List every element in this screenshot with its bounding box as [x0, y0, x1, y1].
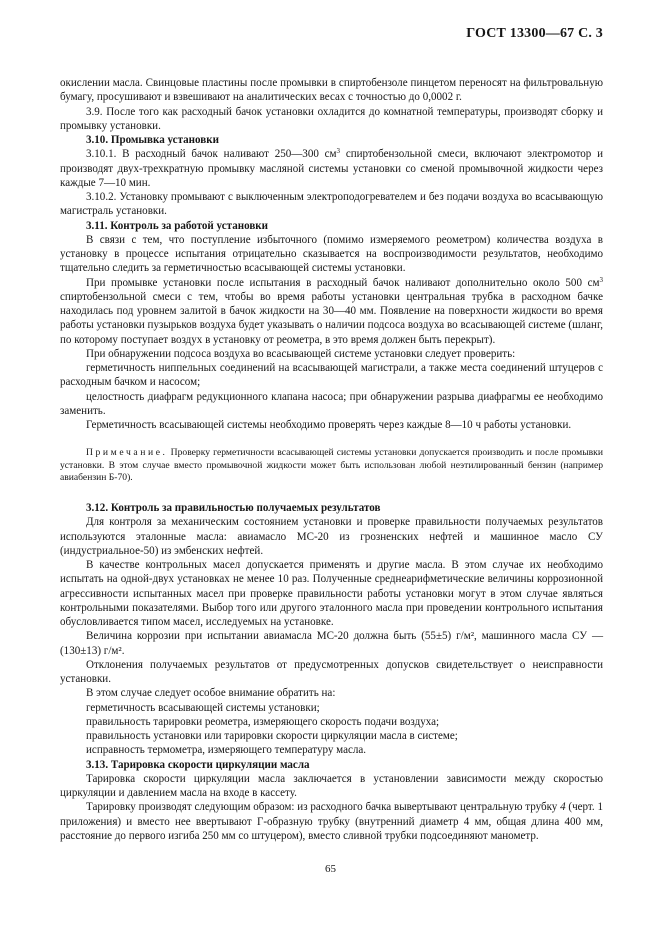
note — [60, 447, 603, 485]
paragraph: Тарировка скорости циркуляции масла заключается в установлении зависимости между скоростью циркуляции и давлением масла на входе в кассету. — [60, 772, 603, 800]
paragraph: Отклонения получаемых результатов от предусмотренных допусков свидетельствует о неисправности установки. — [60, 658, 603, 686]
page-body — [60, 76, 603, 843]
paragraph: Герметичность всасывающей системы необходимо проверять через каждые 8—10 ч работы установки. — [86, 419, 572, 431]
paragraph: целостность диафрагм редукционного клапана насоса; при обнаружении разрыва диафрагмы ее необходимо заменить. — [60, 390, 603, 417]
note-label: Примечание. — [86, 447, 168, 459]
paragraph — [60, 147, 603, 190]
list-item: правильность установки или тарировки скорости циркуляции масла в системе; — [86, 730, 458, 743]
text-run: При промывке установки после испытания в расходный бачок наливают дополнительно около 500 см — [86, 276, 600, 289]
paragraph: В связи с тем, что поступление избыточного (помимо измеряемого реометром) количества воздуха в установку в процессе испытания отрицательно сказывается на воспроизводимости результатов, необходимо тщательно следить за герметичностью всасывающей системы установки. — [60, 233, 603, 275]
section-heading: 3.13. Тарировка скорости циркуляции масла — [86, 758, 310, 771]
text-run: (черт. 1 приложения) и вместо нее ввертывают Г-образную трубку (внутренний диаметр 4 мм, общая длина 400 мм, расстояние до первого изгиба 250 мм со штуцером), вместо сливной трубки подсоединяют манометр. — [60, 801, 603, 842]
list-item: исправность термометра, измеряющего температуру масла. — [86, 744, 367, 757]
paragraph: Для контроля за механическим состоянием установки и проверке правильности получаемых результатов используются эталонные масла: авиамасло МС-20 из грозненских нефтей и машинное масло СУ (индустриальное-50) из эмбенских нефтей. — [60, 516, 603, 557]
list-item: правильность тарировки реометра, измеряющего скорость подачи воздуха; — [86, 715, 440, 728]
running-header: ГОСТ 13300—67 С. 3 — [466, 26, 603, 41]
section-heading: 3.11. Контроль за работой установки — [86, 219, 269, 232]
note-text: Проверку герметичности всасывающей системы установки допускается производить и после промывки установки. В этом случае вместо промывочной жидкости может быть использован любой неэтилированный бензин (например авиабензин Б-70). — [60, 447, 603, 484]
paragraph: В качестве контрольных масел допускается применять и другие масла. В этом случае их необходимо испытать на одной-двух установках не менее 10 раз. Полученные среднеарифметические величины коррозионной агрессивности испытанных масел при проверке правильности работы установки могут в этом случае являться контрольными показателями. Выбор того или другого эталонного масла при проведении контрольного испытания обусловливается типом масел, исследуемых на установке. — [60, 559, 603, 629]
paragraph — [60, 276, 603, 347]
figure-ref: 4 — [560, 801, 566, 814]
page-number: 65 — [325, 863, 336, 875]
paragraph: окислении масла. Свинцовые пластины после промывки в спиртобензоле пинцетом переносят на фильтровальную бумагу, просушивают и взвешивают на аналитических весах с точностью до 0,0002 г. — [60, 77, 603, 104]
superscript: 3 — [336, 147, 341, 156]
paragraph: Величина коррозии при испытании авиамасла МС-20 должна быть (55±5) г/м², машинного масла СУ — (130±13) г/м². — [60, 630, 603, 657]
paragraph: герметичность ниппельных соединений на всасывающей магистрали, а также места соединений штуцеров с расходным бачком и насосом; — [60, 362, 603, 389]
paragraph: 3.10.2. Установку промывают с выключенным электроподогревателем и без подачи воздуха во всасывающую магистраль установки. — [60, 191, 603, 218]
section-heading: 3.12. Контроль за правильностью получаемых результатов — [86, 502, 381, 515]
text-run: 3.10.1. В расходный бачок наливают 250—300 см — [86, 148, 337, 161]
section-heading: 3.10. Промывка установки — [86, 134, 219, 146]
text-run: Тарировку производят следующим образом: из расходного бачка вывертывают центральную трубку — [86, 801, 561, 814]
text-run: спиртобензольной смеси, включают электромотор и производят двух-трехкратную промывку масляной системы установки со сменой промывочной жидкости через каждые 7—10 мин. — [60, 148, 603, 189]
text-run: спиртобензольной смеси с тем, чтобы во время работы установки центральная трубка в расходном бачке находилась под уровнем залитой в бачок жидкости на 30—40 мм. Появление на поверхности жидкости во время работы установки пузырьков воздуха будет указывать о наличии подсоса воздуха во всасывающей системе (шланг, по которому поступает воздух в установку от реометра, в это время должен быть перекрыт). — [60, 290, 603, 346]
superscript: 3 — [599, 275, 603, 284]
paragraph: В этом случае следует особое внимание обратить на: — [86, 687, 336, 700]
paragraph: 3.9. После того как расходный бачок установки охладится до комнатной температуры, производят сборку и промывку установки. — [60, 105, 603, 132]
paragraph: При обнаружении подсоса воздуха во всасывающей системе установки следует проверить: — [86, 347, 516, 360]
paragraph — [60, 800, 603, 843]
list-item: герметичность всасывающей системы установки; — [86, 701, 320, 714]
